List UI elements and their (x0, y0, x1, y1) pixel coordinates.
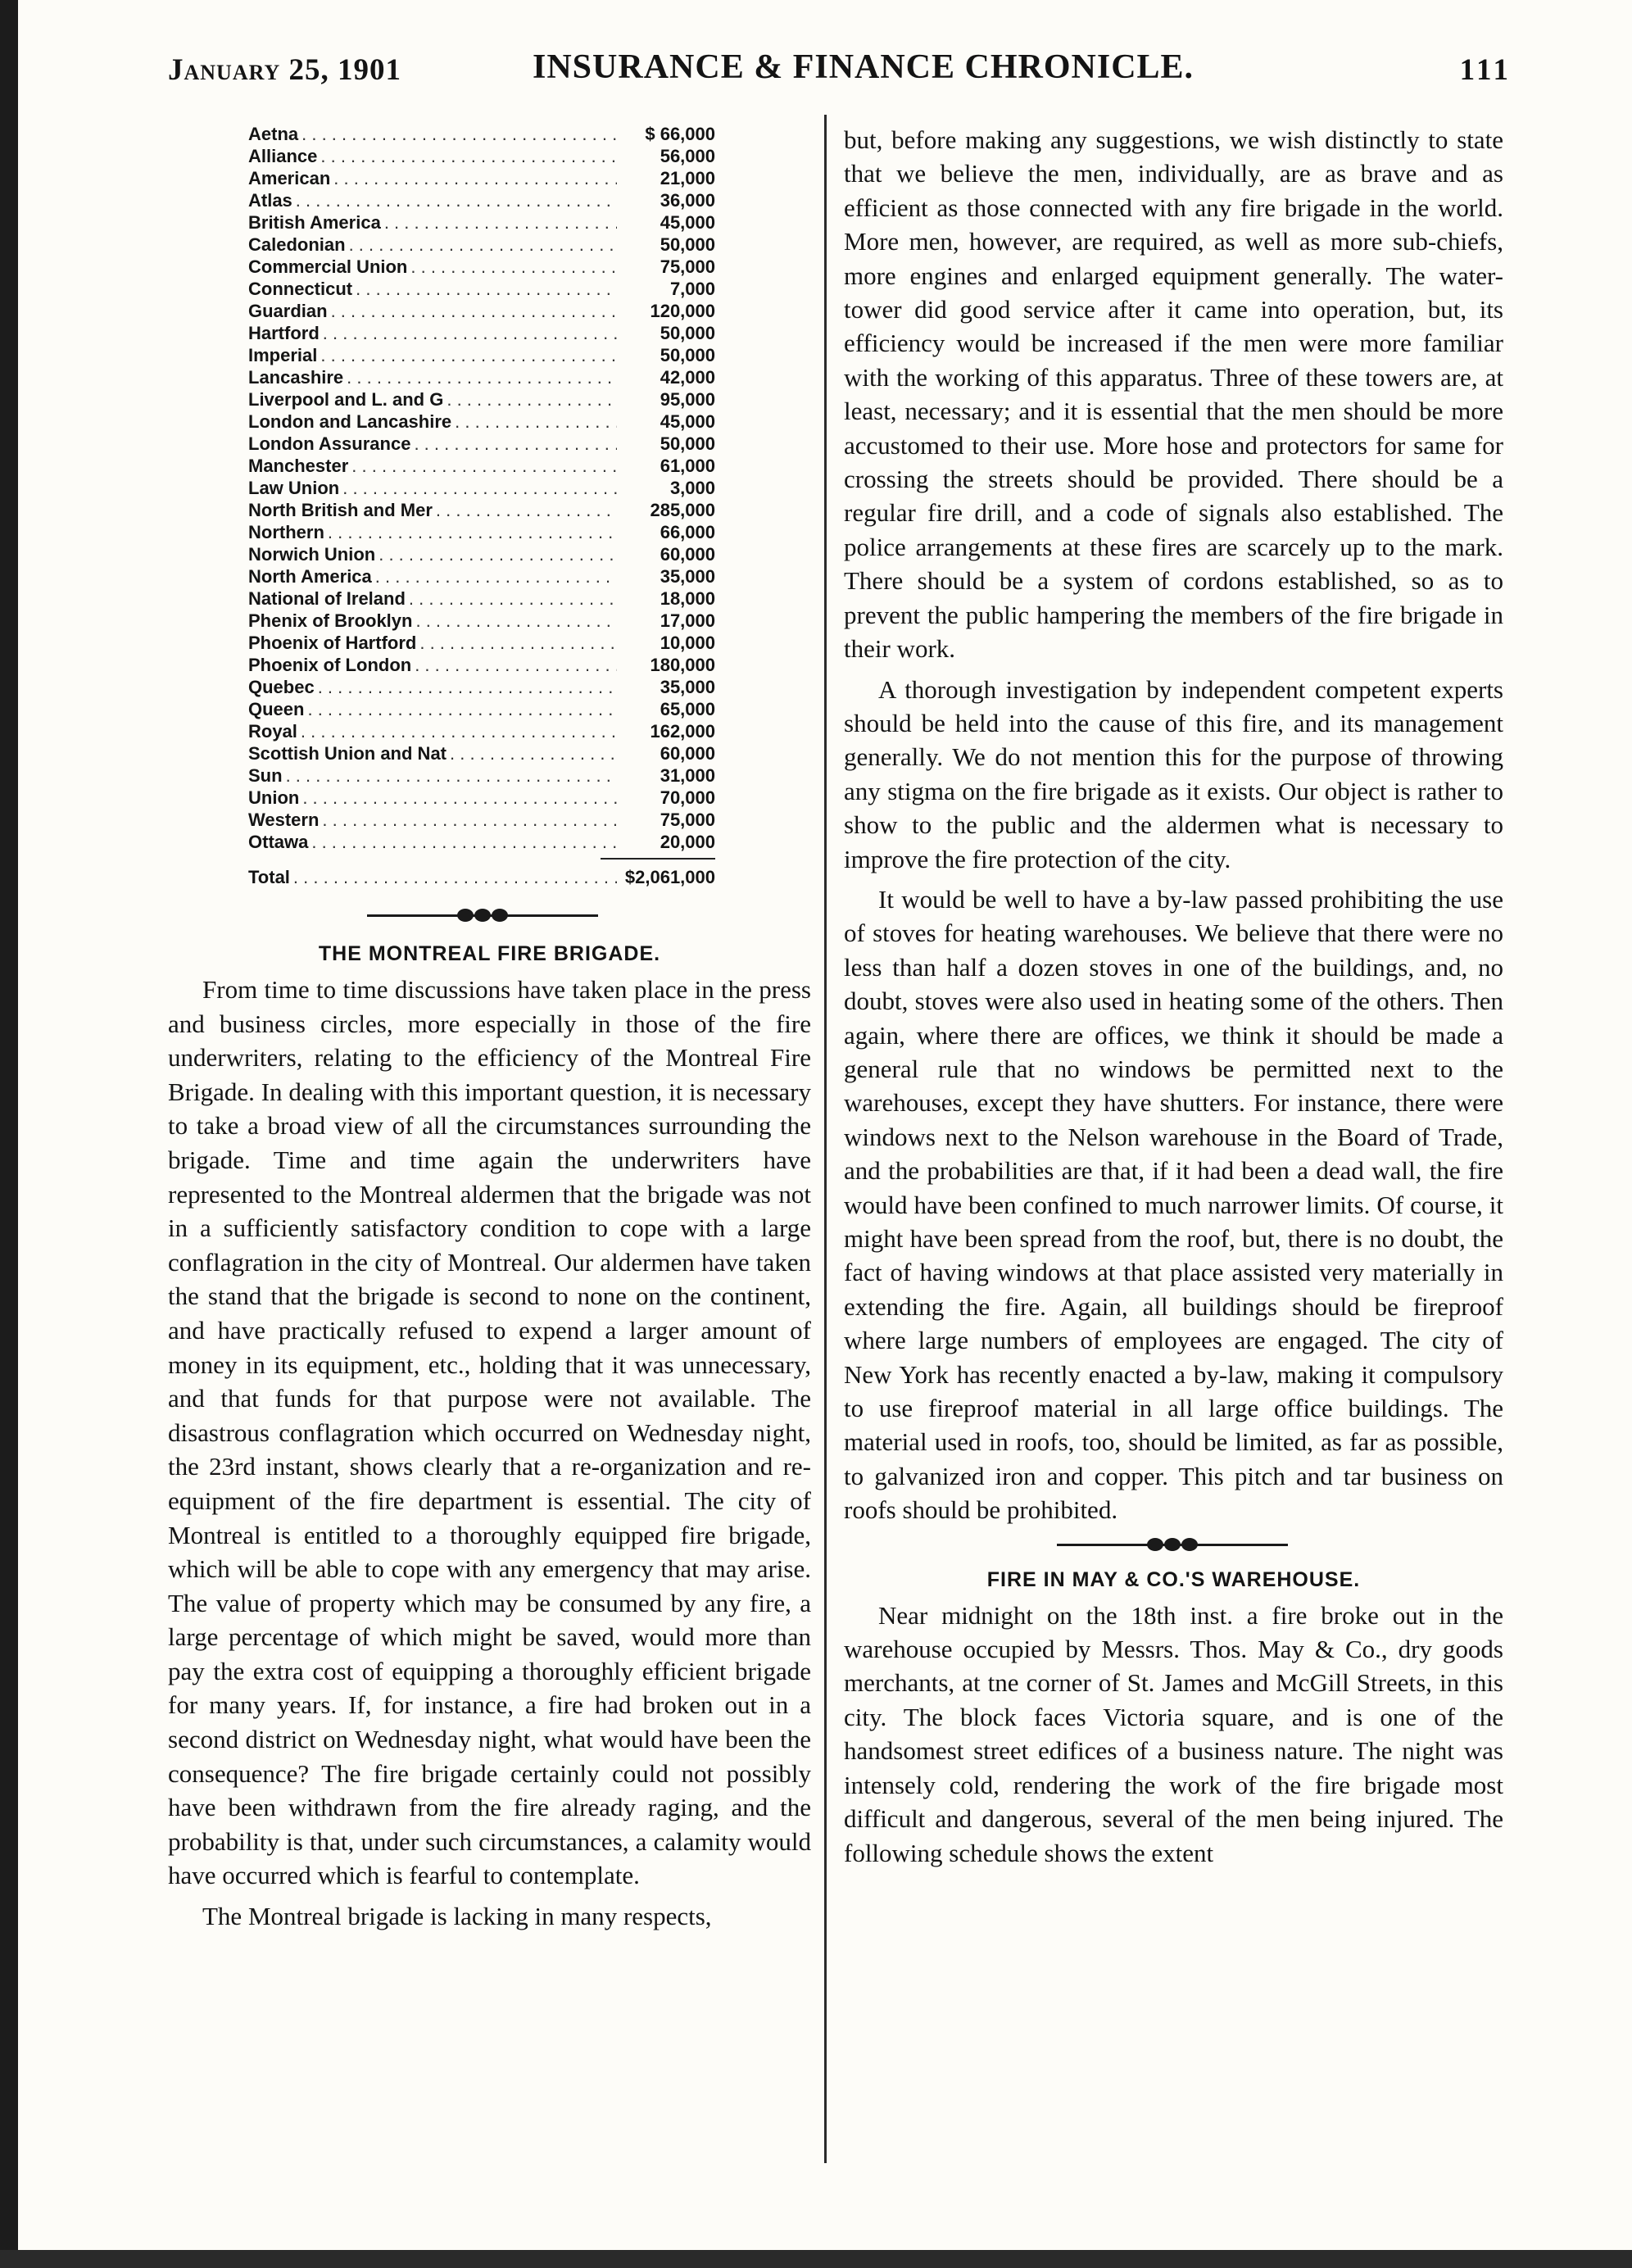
leader-dots (330, 167, 617, 189)
publication-title: INSURANCE & FINANCE CHRONICLE. (533, 48, 1195, 86)
loss-amount: 65,000 (660, 699, 715, 719)
leader-dots (416, 632, 617, 654)
company-name: Atlas (248, 190, 292, 211)
leader-dots (343, 366, 617, 388)
company-name: Western (248, 810, 320, 830)
article-paragraph: It would be well to have a by-law passed prohibiting the use of stoves for heating warehouses. We believe that there were no less than half a dozen stoves in one of the buildings, and, no doubt, stoves were also used in heating some of the others. Then again, where there are offices, we think it should be made a general rule that no windows be permitted next to the warehouses, except they have shutters. For instance, there were windows next to the Nelson warehouse in the Board of Trade, and the probabilities are that, if it had been a dead wall, the fire would have been confined to much narrower limits. Of course, it might have been spread from the roof, but, there is no doubt, the fact of having windows at that place assisted very materially in extending the fire. Again, all buildings should be fireproof where large numbers of employees are engaged. The city of New York has recently enacted a by-law, making it compulsory to use fireproof material in all large office buildings. The material used in roofs, too, should be limited, as far as possible, to galvanized iron and copper. This pitch and tar business on roofs should be prohibited. (844, 884, 1503, 1525)
loss-amount: 50,000 (660, 323, 715, 343)
table-row (248, 300, 715, 322)
leader-dots (339, 477, 617, 499)
leader-dots (319, 809, 617, 831)
table-row (248, 742, 715, 764)
table-row (248, 256, 715, 278)
page-number: 111 (1459, 53, 1512, 87)
leader-dots (317, 344, 617, 366)
company-name: London and Lancashire (248, 411, 452, 432)
loss-amount: 42,000 (660, 367, 715, 388)
column-divider (824, 115, 827, 2163)
table-row (248, 388, 715, 411)
table-row (248, 278, 715, 300)
table-row (248, 411, 715, 433)
company-name: Queen (248, 699, 305, 719)
leader-dots (346, 234, 617, 256)
company-name: Northern (248, 522, 324, 542)
company-name: Royal (248, 721, 297, 742)
loss-amount: 45,000 (660, 411, 715, 432)
loss-amount: 31,000 (660, 765, 715, 786)
leader-dots (407, 256, 617, 278)
loss-amount: 70,000 (660, 787, 715, 808)
loss-amount: 285,000 (650, 500, 715, 520)
company-name: Connecticut (248, 279, 353, 299)
total-amount: $2,061,000 (624, 867, 715, 887)
leader-dots (320, 322, 617, 344)
leader-dots (375, 543, 617, 565)
loss-amount: 10,000 (660, 633, 715, 653)
section-ornament (367, 906, 598, 924)
leader-dots (292, 189, 617, 211)
leader-dots (412, 610, 617, 632)
loss-amount: 120,000 (650, 301, 715, 321)
scan-left-edge (0, 0, 18, 2268)
losses-table (248, 123, 715, 888)
company-name: Hartford (248, 323, 320, 343)
table-row (248, 499, 715, 521)
leader-dots (328, 300, 617, 322)
company-name: Law Union (248, 478, 340, 498)
page-header (168, 48, 1512, 97)
leader-dots (283, 764, 617, 787)
company-name: Manchester (248, 456, 349, 476)
article-paragraph: Near midnight on the 18th inst. a fire broke out in the warehouse occupied by Messrs. Thos. May & Co., dry goods merchants, at tne corner of St. James and McGill Streets, in this city. The block faces Victoria square, and is one of the handsomest street edifices of a business nature. The night was intensely cold, rendering the work of the fire brigade most difficult and dangerous, several of the men being injured. The following schedule shows the extent (844, 1600, 1503, 1867)
leader-dots (447, 742, 617, 764)
table-row (248, 698, 715, 720)
left-column (168, 123, 811, 1934)
table-row (248, 632, 715, 654)
table-row (248, 565, 715, 587)
leader-dots (308, 831, 617, 853)
leader-dots (290, 866, 617, 888)
table-row (248, 587, 715, 610)
company-name: Sun (248, 765, 283, 786)
leader-dots (352, 278, 617, 300)
loss-amount: 66,000 (660, 522, 715, 542)
table-row (248, 189, 715, 211)
company-name: North America (248, 566, 372, 587)
company-name: Liverpool and L. and G (248, 389, 444, 410)
loss-amount: 18,000 (660, 588, 715, 609)
loss-amount: 35,000 (660, 677, 715, 697)
total-label: Total (248, 867, 290, 887)
company-name: British America (248, 212, 381, 233)
loss-amount: 35,000 (660, 566, 715, 587)
company-name: Quebec (248, 677, 315, 697)
leader-dots (372, 565, 617, 587)
table-row (248, 145, 715, 167)
loss-amount: 61,000 (660, 456, 715, 476)
loss-amount: 95,000 (660, 389, 715, 410)
leader-dots (297, 720, 617, 742)
loss-amount: 17,000 (660, 610, 715, 631)
table-row (248, 433, 715, 455)
table-row (248, 521, 715, 543)
company-name: Ottawa (248, 832, 309, 852)
company-name: Aetna (248, 124, 299, 144)
loss-amount: 180,000 (650, 655, 715, 675)
table-row (248, 211, 715, 234)
table-row (248, 366, 715, 388)
table-row (248, 610, 715, 632)
leader-dots (298, 123, 617, 145)
company-name: Caledonian (248, 234, 346, 255)
issue-date: January 25, 1901 (168, 53, 401, 87)
leader-dots (410, 433, 617, 455)
table-row (248, 477, 715, 499)
loss-amount: 50,000 (660, 433, 715, 454)
table-row (248, 123, 715, 145)
leader-dots (433, 499, 617, 521)
leader-dots (299, 787, 617, 809)
table-row (248, 455, 715, 477)
table-row (248, 234, 715, 256)
loss-amount: 20,000 (660, 832, 715, 852)
leader-dots (381, 211, 617, 234)
company-name: London Assurance (248, 433, 411, 454)
article-paragraph-continued: but, before making any suggestions, we wish distinctly to state that we believe the men, individually, are as brave and as efficient as those connected with any fire brigade in the world. More men, however, are required, as well as more sub-chiefs, more engines and enlarged equipment generally. The water-tower did good service after it came into operation, but, its efficiency would be increased if the men were more familiar with the working of this apparatus. Three of these towers are, at least, necessary; and it is essential that the men should be more accustomed to their use. More hose and protectors for same for crossing the streets should be provided. There should be a regular fire drill, and a code of signals also established. The police arrangements at these fires are scarcely up to the mark. There should be a system of cordons established, so as to prevent the public hampering the members of the fire brigade in their work. (844, 125, 1503, 664)
table-row (248, 764, 715, 787)
article-paragraph: From time to time discussions have taken place in the press and business circles, more especially in those of the fire underwriters, relating to the efficiency of the Montreal Fire Brigade. In dealing with this important question, it is necessary to take a broad view of all the circumstances surrounding the brigade. Time and time again the underwriters have represented to the Montreal aldermen that the brigade was not in a sufficiently satisfactory condition to cope with a large conflagration in the city of Montreal. Our aldermen have taken the stand that the brigade is second to none on the continent, and have practically refused to expend a larger amount of money in its equipment, etc., holding that it was unnecessary, and that funds for that purpose were not available. The disastrous conflagration which occurred on Wednesday night, the 23rd instant, shows clearly that a re-organization and re-equipment of the fire department is essential. The city of Montreal is entitled to a thoroughly equipped fire brigade, which will be able to cope with any emergency that may arise. The value of property which may be consumed by any fire, a large percentage of which might be saved, would more than pay the extra cost of equipping a thoroughly efficient brigade for many years. If, for instance, a fire had broken out in a second district on Wednesday night, what would have been the consequence? The fire brigade certainly could not possibly have been withdrawn from the fire already raging, and the probability is that, under such circumstances, a calamity would have occurred which is fearful to contemplate. (168, 975, 811, 1890)
right-column (844, 123, 1503, 1870)
article-paragraph: The Montreal brigade is lacking in many respects, (202, 1902, 712, 1931)
loss-amount: 21,000 (660, 168, 715, 188)
company-name: Phenix of Brooklyn (248, 610, 413, 631)
brigade-article-title: THE MONTREAL FIRE BRIGADE. (318, 942, 661, 965)
leader-dots (451, 411, 617, 433)
loss-amount: 162,000 (650, 721, 715, 742)
article-paragraph: A thorough investigation by independent competent experts should be held into the cause of this fire, and its management generally. We do not mention this for the purpose of throwing any stigma on the fire brigade as it exists. Our object is rather to show to the public and the aldermen what is necessary to improve the fire protection of the city. (844, 674, 1503, 873)
table-row (248, 831, 715, 853)
table-row (248, 720, 715, 742)
leader-dots (324, 521, 617, 543)
loss-amount: 7,000 (669, 279, 715, 299)
scan-bottom-edge (0, 2250, 1632, 2268)
company-name: Commercial Union (248, 256, 408, 277)
leader-dots (315, 676, 617, 698)
company-name: Phoenix of Hartford (248, 633, 417, 653)
table-row (248, 676, 715, 698)
table-row (248, 167, 715, 189)
table-row (248, 654, 715, 676)
company-name: Lancashire (248, 367, 344, 388)
company-name: American (248, 168, 331, 188)
total-row (248, 866, 715, 888)
company-name: Union (248, 787, 300, 808)
table-row (248, 344, 715, 366)
loss-amount: 60,000 (660, 743, 715, 764)
company-name: Norwich Union (248, 544, 376, 565)
loss-amount: 56,000 (660, 146, 715, 166)
total-rule (601, 858, 715, 860)
company-name: National of Ireland (248, 588, 406, 609)
table-row (248, 322, 715, 344)
loss-amount: 36,000 (660, 190, 715, 211)
company-name: Guardian (248, 301, 328, 321)
leader-dots (304, 698, 617, 720)
company-name: Scottish Union and Nat (248, 743, 447, 764)
loss-amount: 75,000 (660, 810, 715, 830)
company-name: Imperial (248, 345, 318, 365)
loss-amount: 75,000 (660, 256, 715, 277)
company-name: Alliance (248, 146, 318, 166)
loss-amount: 50,000 (660, 345, 715, 365)
leader-dots (317, 145, 617, 167)
warehouse-article-title: FIRE IN MAY & CO.'S WAREHOUSE. (986, 1567, 1361, 1591)
loss-amount: 50,000 (660, 234, 715, 255)
leader-dots (348, 455, 617, 477)
company-name: Phoenix of London (248, 655, 412, 675)
leader-dots (443, 388, 617, 411)
loss-amount: 60,000 (660, 544, 715, 565)
table-row (248, 543, 715, 565)
section-ornament (1057, 1535, 1288, 1554)
leader-dots (411, 654, 617, 676)
leader-dots (406, 587, 617, 610)
loss-amount: $ 66,000 (645, 124, 715, 144)
loss-amount: 45,000 (660, 212, 715, 233)
company-name: North British and Mer (248, 500, 433, 520)
loss-amount: 3,000 (669, 478, 715, 498)
table-row (248, 809, 715, 831)
table-row (248, 787, 715, 809)
